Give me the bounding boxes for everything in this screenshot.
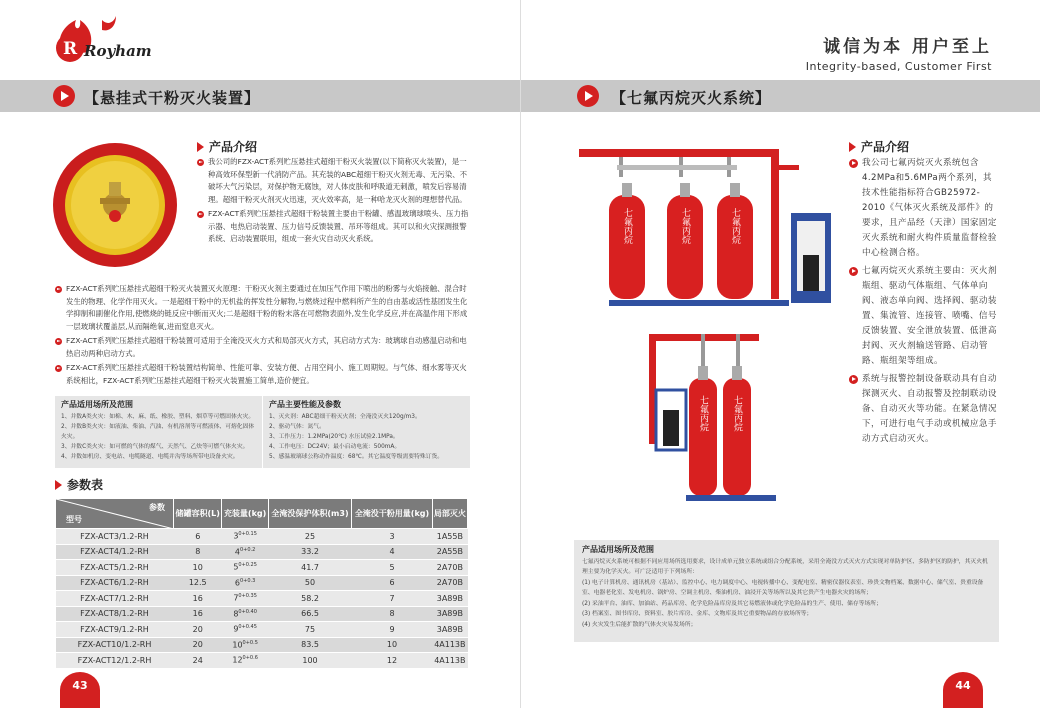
cell-powder: 12	[352, 653, 432, 669]
cell-capacity: 6	[174, 529, 222, 545]
cell-fill: $5^{0+0.25}$	[222, 560, 268, 576]
brand-logo	[44, 12, 154, 70]
fire-ball-photo	[50, 140, 180, 270]
play-arrow-icon	[577, 85, 599, 107]
cell-fill: $12^{0+0.6}$	[222, 653, 268, 669]
cell-capacity: 16	[174, 591, 222, 607]
cell-fill: $7^{0+0.35}$	[222, 591, 268, 607]
triangle-marker-icon	[197, 142, 204, 152]
cell-fill: $9^{0+0.45}$	[222, 622, 268, 638]
page-number: 43	[60, 672, 100, 708]
intro-item: 我公司七氟丙烷灭火系统包含4.2MPa和5.6MPa两个系列，其技术性能指标符合GB25972-2010《气体灭火系统及部件》的要求，且产品经（天津）国家固定灭火系统和耐火构件质量监督检验中心检测合格。	[849, 156, 997, 261]
cell-capacity: 16	[174, 606, 222, 622]
cell-capacity: 8	[174, 544, 222, 560]
cylinder-label: 七氟丙烷	[732, 395, 742, 432]
cell-volume: 33.2	[268, 544, 352, 560]
cell-fill: $6^{0+0.3}$	[222, 575, 268, 591]
cell-rating: 2A70B	[432, 560, 467, 576]
header-rating: 局部灭火	[432, 499, 467, 529]
table-corner-header: 参数 型号	[56, 499, 174, 529]
cell-volume: 75	[268, 622, 352, 638]
cylinder-valve	[730, 183, 740, 197]
system-photo-bottom	[641, 330, 791, 505]
table-row	[56, 575, 468, 591]
cell-capacity: 12.5	[174, 575, 222, 591]
cylinder-valve	[622, 183, 632, 197]
cell-rating: 3A89B	[432, 591, 467, 607]
left-intro-text	[197, 156, 472, 248]
right-section-title: 【七氟丙烷灭火系统】	[611, 89, 772, 107]
triangle-marker-icon	[55, 480, 62, 490]
intro-item: FZX-ACT系列贮压悬挂式超细干粉装置主要由干粉罐、感温玻璃球喷头、压力指示器、电热启动装置、压力信号反馈装置、吊环等组成。其可以和火灾探测报警系统、启动装置联用，组成一套火灾自动灭火系统。	[197, 208, 472, 246]
cell-model: FZX-ACT7/1.2-RH	[56, 591, 174, 607]
intro-item: 系统与报警控制设备联动具有自动探测灭火、自动报警及控制联动设备、自动灭火等功能。在紧急情况下，可进行电气手动或机械应急手动方式启动灭火。	[849, 372, 997, 447]
cell-model: FZX-ACT5/1.2-RH	[56, 560, 174, 576]
cell-model: FZX-ACT12/1.2-RH	[56, 653, 174, 669]
slogan-en: Integrity-based, Customer First	[805, 60, 992, 73]
cell-model: FZX-ACT10/1.2-RH	[56, 637, 174, 653]
right-apply-box: 产品适用场所及范围 七氟丙烷灭火系统可根据不同应用场所选用要求，设计成单元独立系统或组合分配系统，采用全淹没方式灭火方式实现对单防护区、多防护区的防护，其灭火机理主要为化学灭火。可广泛适用于下列场所： (1) 电子计算机房、通讯机房（基站）、监控中心、电力调度中心、电视转播中心、变配电室、精密仪器仪表室、珍贵文物档案、数据中心、储气室、贵重设备室、电器老化室、发电机房、锅炉房、空调主机房、柴油机房、油浸开关等场所以及其它贵产生电器火灾的场所； (2) 采油平台、油库、加油站、药品库房、化学危险品库房及其它易燃液体或化学危险品的生产、使用、储存等场所； (3) 档案室、图书库房、资料室、胶片库房、金库、文物库及其它重要物品的存放场所等； (4) 火灾发生后能扩散的气体火灾易发场所；	[574, 540, 999, 642]
cell-powder: 8	[352, 606, 432, 622]
cylinder-valve	[732, 366, 742, 380]
cell-volume: 41.7	[268, 560, 352, 576]
cylinder-label: 七氟丙烷	[730, 208, 740, 245]
cell-volume: 25	[268, 529, 352, 545]
slogan-cn: 诚信为本 用户至上	[823, 37, 992, 57]
cell-model: FZX-ACT8/1.2-RH	[56, 606, 174, 622]
cell-powder: 6	[352, 575, 432, 591]
intro-item: 七氟丙烷灭火系统主要由：灭火剂瓶组、驱动气体瓶组、气体单向阀、液态单向阀、选择阀、驱动装置、集流管、连接管、喷嘴、信号反馈装置、安全泄放装置、低泄高封阀、灭火剂输送管路、启动管路、瓶组架等组成。	[849, 264, 997, 369]
param-heading: 参数表	[55, 476, 103, 493]
cell-model: FZX-ACT9/1.2-RH	[56, 622, 174, 638]
play-arrow-icon	[53, 85, 75, 107]
left-intro-heading: 产品介绍	[197, 138, 257, 155]
cell-powder: 3	[352, 529, 432, 545]
cell-rating: 2A70B	[432, 575, 467, 591]
body-item: FZX-ACT系列贮压悬挂式超细干粉装置结构简单、性能可靠、安装方便、占用空间小、施工周期短。与气体、细水雾等灭火系统相比，FZX-ACT系列贮压悬挂式超细干粉灭火装置施工简单,造价便宜。	[55, 362, 473, 387]
apply-column: 产品适用场所及范围 1、并数A类火灾：如棉、木、麻、纸、橡胶、塑料、烟草等可燃固体火灾。 2、并数B类火灾：如液油、柴油、汽油、有机溶剂等可燃液体、可熔化固体火灾。 3、并数C类火灾：如可燃的气体的煤气、天然气、乙炔等可燃气体火灾。 4、并数如机房、变电站、电缆隧道、电缆并沟等场所带电设备火灾。	[61, 400, 255, 460]
cell-powder: 4	[352, 544, 432, 560]
table-row	[56, 622, 468, 638]
cell-volume: 58.2	[268, 591, 352, 607]
left-info-box	[55, 396, 470, 468]
cell-volume: 66.5	[268, 606, 352, 622]
header-capacity: 储罐容积(L)	[174, 499, 222, 529]
cell-capacity: 20	[174, 637, 222, 653]
cell-capacity: 24	[174, 653, 222, 669]
right-page	[520, 0, 1040, 708]
cell-rating: 4A113B	[432, 653, 467, 669]
cylinder-label: 七氟丙烷	[680, 208, 690, 245]
cylinder-valve	[680, 183, 690, 197]
cell-model: FZX-ACT3/1.2-RH	[56, 529, 174, 545]
cylinder-label: 七氟丙烷	[622, 208, 632, 245]
left-title-bar	[0, 80, 520, 112]
right-title-bar	[521, 80, 1040, 112]
left-section-title: 【悬挂式干粉灭火装置】	[84, 89, 261, 107]
cell-fill: $4^{0+0.2}$	[222, 544, 268, 560]
body-item: FZX-ACT系列贮压悬挂式超细干粉灭火装置灭火原理：干粉灭火剂主要通过在加压气作用下喷出的粉雾与火焰接触、混合时发生的物理、化学作用灭火。一是超细干粉中的无机盐的挥发性分解物,与燃烧过程中燃料所产生的自由基或活性基团发生化学抑制和副催化作用,使燃烧的链反应中断而灭火;二是超细干粉的粉末落在可燃物表面外,发生化学反应,并在高温作用下形成一层玻璃状覆盖层,从而隔绝氧,进而窒息灭火。	[55, 283, 473, 333]
table-row	[56, 591, 468, 607]
slogan	[806, 32, 992, 73]
cell-capacity: 10	[174, 560, 222, 576]
table-row	[56, 637, 468, 653]
triangle-marker-icon	[849, 142, 856, 152]
system-photo-top	[579, 135, 844, 310]
cell-fill: $3^{0+0.15}$	[222, 529, 268, 545]
brand-logo-text: Royham	[84, 42, 152, 60]
cell-powder: 9	[352, 622, 432, 638]
cylinder-label: 七氟丙烷	[698, 395, 708, 432]
cell-powder: 10	[352, 637, 432, 653]
cell-volume: 83.5	[268, 637, 352, 653]
page-number: 44	[943, 672, 983, 708]
cell-rating: 3A89B	[432, 622, 467, 638]
table-row	[56, 544, 468, 560]
right-intro-heading: 产品介绍	[849, 138, 909, 155]
left-body-text	[55, 283, 473, 389]
cell-rating: 1A55B	[432, 529, 467, 545]
cell-rating: 3A89B	[432, 606, 467, 622]
right-intro-text	[849, 156, 997, 450]
body-item: FZX-ACT系列贮压悬挂式超细干粉装置可适用于全淹没灭火方式和局部灭火方式，其启动方式为：玻璃球自动感温启动和电热启动两种启动方式。	[55, 335, 473, 360]
cell-volume: 100	[268, 653, 352, 669]
table-row	[56, 606, 468, 622]
header-fill: 充装量(kg)	[222, 499, 268, 529]
svg-text:R: R	[63, 39, 78, 59]
cell-rating: 2A55B	[432, 544, 467, 560]
cell-fill: $10^{0+0.5}$	[222, 637, 268, 653]
header-volume: 全淹没保护体积(m3)	[268, 499, 352, 529]
cell-rating: 4A113B	[432, 637, 467, 653]
param-table	[55, 498, 468, 669]
cell-powder: 7	[352, 591, 432, 607]
performance-column: 产品主要性能及参数 1、灭火剂：ABC超细干粉灭火剂；全淹没灭火120g/m3。 2、驱动气体：氮气。 3、工作压力：1.2MPa(20℃) 水压试验2.1MPa。 4、工作电压：DC24V；最小启动电流：500mA。 5、感温玻璃球公称动作温度：68℃。其它温度等级需要特殊订货。	[262, 396, 470, 468]
cell-powder: 5	[352, 560, 432, 576]
table-row	[56, 653, 468, 669]
cell-capacity: 20	[174, 622, 222, 638]
table-row	[56, 529, 468, 545]
cell-volume: 50	[268, 575, 352, 591]
cell-model: FZX-ACT4/1.2-RH	[56, 544, 174, 560]
intro-item: 我公司的FZX-ACT系列贮压悬挂式超细干粉灭火装置(以下简称灭火装置)，是一种高效环保型新一代消防产品。其充装的ABC超细干粉灭火剂无毒、无污染、不破坏大气污染层，对保护物无腐蚀，对人体皮肤和呼吸道无刺激，喷发后容易清理。超细干粉灭火剂灭火迅速，灭火效率高，是一种哈龙灭火剂的理想替代品。	[197, 156, 472, 206]
table-row	[56, 560, 468, 576]
cell-fill: $8^{0+0.40}$	[222, 606, 268, 622]
cell-model: FZX-ACT6/1.2-RH	[56, 575, 174, 591]
header-powder: 全淹没干粉用量(kg)	[352, 499, 432, 529]
cylinder-valve	[698, 366, 708, 380]
